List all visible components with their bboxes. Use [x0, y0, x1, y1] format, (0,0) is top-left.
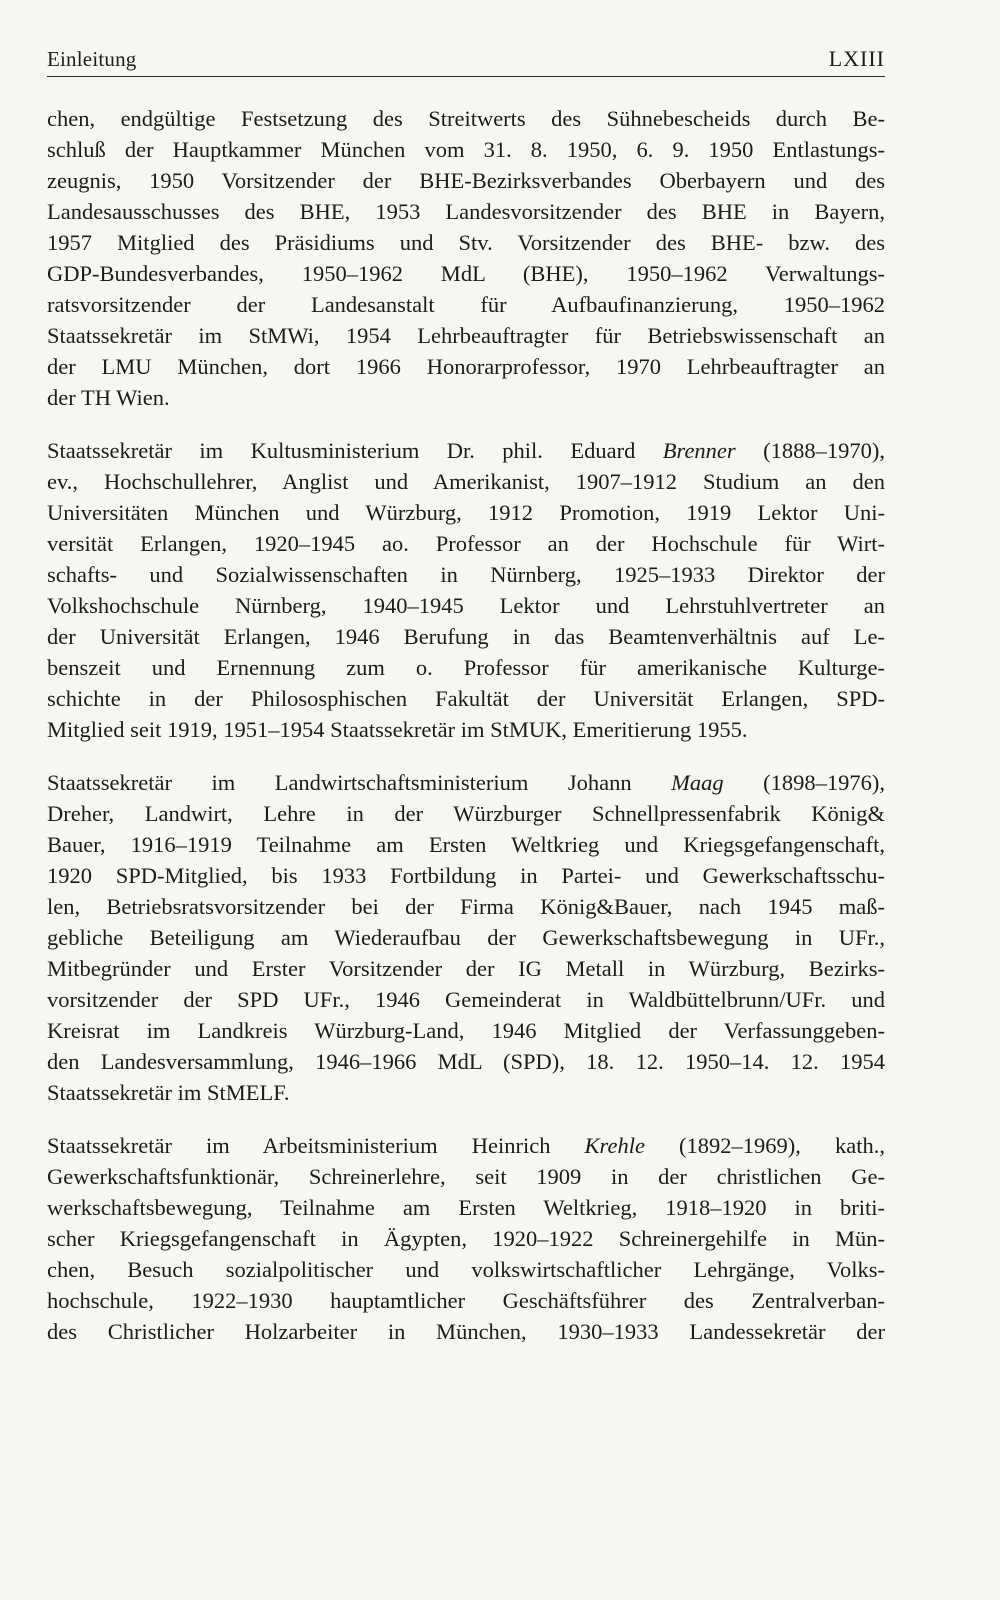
text-line: Bauer, 1916–1919 Teilnahme am Ersten Weltkrieg und Kriegsgefangenschaft,: [47, 832, 885, 857]
text-line: werkschaftsbewegung, Teilnahme am Ersten Weltkrieg, 1918–1920 in briti-: [47, 1195, 885, 1220]
text-line: Universitäten München und Würzburg, 1912 Promotion, 1919 Lektor Uni-: [47, 500, 885, 525]
text-line: der Universität Erlangen, 1946 Berufung in das Beamtenverhältnis auf Le-: [47, 624, 885, 649]
entry-intro: Staatssekretär im Kultusministerium Dr. phil. Eduard: [47, 438, 663, 463]
text-line: hochschule, 1922–1930 hauptamtlicher Geschäftsführer des Zentralverban-: [47, 1288, 885, 1313]
text-line: chen, Besuch sozialpolitischer und volkswirtschaftlicher Lehrgänge, Volks-: [47, 1257, 885, 1282]
body-text: [47, 103, 885, 1369]
text-line: GDP-Bundesverbandes, 1950–1962 MdL (BHE), 1950–1962 Verwaltungs-: [47, 261, 885, 286]
paragraph-krehle: [47, 1130, 885, 1347]
text-line: Mitbegründer und Erster Vorsitzender der IG Metall in Würzburg, Bezirks-: [47, 956, 885, 981]
entry-dates: (1888–1970),: [735, 438, 885, 463]
text-line: Staatssekretär im StMELF.: [47, 1080, 290, 1105]
entry-dates: (1892–1969), kath.,: [644, 1133, 885, 1158]
text-line: Dreher, Landwirt, Lehre in der Würzburger Schnellpressenfabrik König&: [47, 801, 885, 826]
text-line: gebliche Beteiligung am Wiederaufbau der Gewerkschaftsbewegung in UFr.,: [47, 925, 885, 950]
text-line: des Christlicher Holzarbeiter in München, 1930–1933 Landessekretär der: [47, 1319, 885, 1344]
page-number: LXIII: [828, 46, 885, 71]
entry-heading-line: [47, 435, 885, 466]
text-line: vorsitzender der SPD UFr., 1946 Gemeinderat in Waldbüttelbrunn/UFr. und: [47, 987, 885, 1012]
text-line: der TH Wien.: [47, 385, 170, 410]
text-line: Staatssekretär im StMWi, 1954 Lehrbeauftragter für Betriebswissenschaft an: [47, 323, 885, 348]
entry-dates: (1898–1976),: [723, 770, 885, 795]
entry-intro: Staatssekretär im Landwirtschaftsministerium Johann: [47, 770, 672, 795]
person-name: Brenner: [662, 438, 736, 463]
paragraph-1: [47, 103, 885, 413]
text-line: 1957 Mitglied des Präsidiums und Stv. Vorsitzender des BHE- bzw. des: [47, 230, 885, 255]
text-line: schichte in der Philososphischen Fakultät der Universität Erlangen, SPD-: [47, 686, 885, 711]
paragraph-brenner: [47, 435, 885, 745]
section-title: Einleitung: [47, 47, 137, 71]
entry-intro: Staatssekretär im Arbeitsministerium Heinrich: [47, 1133, 585, 1158]
text-line: den Landesversammlung, 1946–1966 MdL (SPD), 18. 12. 1950–14. 12. 1954: [47, 1049, 885, 1074]
text-line: len, Betriebsratsvorsitzender bei der Firma König&Bauer, nach 1945 maß-: [47, 894, 885, 919]
text-line: ev., Hochschullehrer, Anglist und Amerikanist, 1907–1912 Studium an den: [47, 469, 885, 494]
text-line: Mitglied seit 1919, 1951–1954 Staatssekretär im StMUK, Emeritierung 1955.: [47, 717, 748, 742]
text-line: benszeit und Ernennung zum o. Professor für amerikanische Kulturge-: [47, 655, 885, 680]
text-line: schafts- und Sozialwissenschaften in Nürnberg, 1925–1933 Direktor der: [47, 562, 885, 587]
text-line: Volkshochschule Nürnberg, 1940–1945 Lektor und Lehrstuhlvertreter an: [47, 593, 885, 618]
text-line: Kreisrat im Landkreis Würzburg-Land, 1946 Mitglied der Verfassunggeben-: [47, 1018, 885, 1043]
text-line: 1920 SPD-Mitglied, bis 1933 Fortbildung in Partei- und Gewerkschaftsschu-: [47, 863, 885, 888]
entry-heading-line: [47, 767, 885, 798]
person-name: Krehle: [584, 1133, 645, 1158]
text-line: versität Erlangen, 1920–1945 ao. Professor an der Hochschule für Wirt-: [47, 531, 885, 556]
entry-heading-line: [47, 1130, 885, 1161]
text-line: chen, endgültige Festsetzung des Streitwerts des Sühnebescheids durch Be-: [47, 106, 885, 131]
text-line: ratsvorsitzender der Landesanstalt für Aufbaufinanzierung, 1950–1962: [47, 292, 885, 317]
text-line: Gewerkschaftsfunktionär, Schreinerlehre, seit 1909 in der christlichen Ge-: [47, 1164, 885, 1189]
paragraph-maag: [47, 767, 885, 1108]
running-header: [47, 42, 885, 78]
person-name: Maag: [671, 770, 724, 795]
text-line: der LMU München, dort 1966 Honorarprofessor, 1970 Lehrbeauftragter an: [47, 354, 885, 379]
text-line: zeugnis, 1950 Vorsitzender der BHE-Bezirksverbandes Oberbayern und des: [47, 168, 885, 193]
text-line: Landesausschusses des BHE, 1953 Landesvorsitzender des BHE in Bayern,: [47, 199, 885, 224]
text-line: scher Kriegsgefangenschaft in Ägypten, 1920–1922 Schreinergehilfe in Mün-: [47, 1226, 885, 1251]
header-rule: [47, 76, 885, 77]
text-line: schluß der Hauptkammer München vom 31. 8. 1950, 6. 9. 1950 Entlastungs-: [47, 137, 885, 162]
